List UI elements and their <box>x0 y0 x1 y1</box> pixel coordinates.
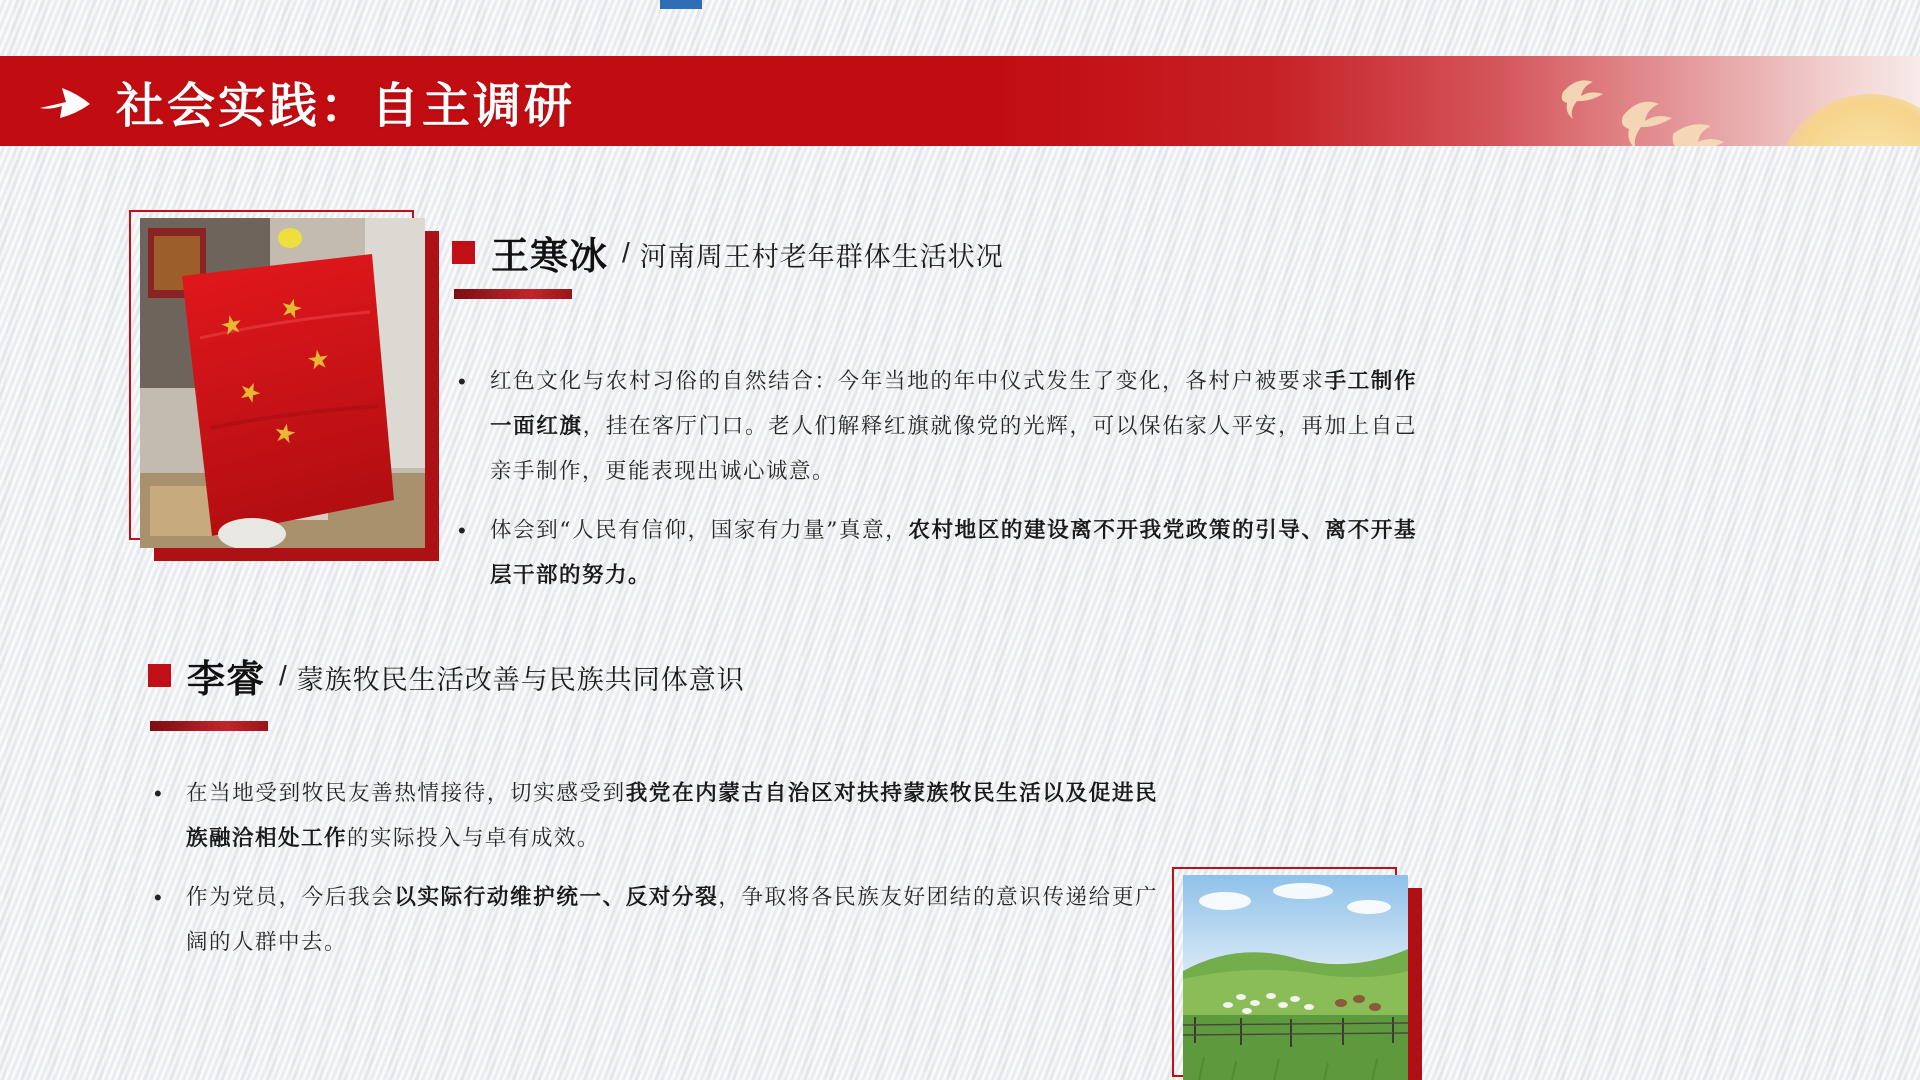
bullet-dot-icon: • <box>458 369 466 394</box>
section-heading <box>452 225 1427 280</box>
section-wanghanbing <box>452 225 1427 612</box>
svg-text:★: ★ <box>270 417 299 451</box>
person-name: 李睿 <box>187 659 266 701</box>
grassland-photo-frame <box>1183 875 1408 1080</box>
bullet-dot-icon: • <box>154 781 162 806</box>
red-square-bullet-icon <box>452 241 475 264</box>
research-topic: 河南周王村老年群体生活状况 <box>639 242 1004 272</box>
red-square-bullet-icon <box>148 664 171 687</box>
bullet-item <box>148 771 1158 861</box>
flag-photo <box>140 218 425 548</box>
bullet-dot-icon: • <box>458 518 466 543</box>
separator: / <box>279 659 287 691</box>
title-banner <box>0 56 1920 146</box>
page-title: 社会实践：自主调研 <box>116 80 576 133</box>
bullet-item <box>452 508 1417 598</box>
bullet-item <box>452 359 1417 494</box>
sun-icon <box>1775 94 1920 146</box>
top-accent-bar <box>660 0 702 9</box>
svg-text:★: ★ <box>276 291 307 327</box>
arrow-right-icon <box>36 72 94 130</box>
section-lirui <box>148 648 1193 979</box>
section-heading <box>148 648 1193 703</box>
bullet-text: 体会到“人民有信仰，国家有力量”真意，农村地区的建设离不开我党政策的引导、离不开基层干部的努力。 <box>490 518 1417 588</box>
separator: / <box>622 236 630 268</box>
bullet-text: 红色文化与农村习俗的自然结合：今年当地的年中仪式发生了变化，各村户被要求手工制作一面红旗，挂在客厅门口。老人们解释红旗就像党的光辉，可以保佑家人平安，再加上自己亲手制作，更能表现出诚心诚意。 <box>490 369 1417 484</box>
red-flag-photo <box>140 218 425 548</box>
research-topic: 蒙族牧民生活改善与民族共同体意识 <box>296 665 745 695</box>
svg-text:★: ★ <box>217 308 247 343</box>
dove-icon <box>1545 64 1755 146</box>
bullet-list <box>148 771 1158 965</box>
bullet-item <box>148 875 1158 965</box>
grassland-photo <box>1183 875 1408 1080</box>
svg-text:★: ★ <box>304 343 333 377</box>
name-underline <box>150 721 268 731</box>
bullet-dot-icon: • <box>154 885 162 910</box>
bullet-text: 作为党员，今后我会以实际行动维护统一、反对分裂，争取将各民族友好团结的意识传递给更广阔的人群中去。 <box>186 885 1158 955</box>
svg-text:★: ★ <box>233 374 267 412</box>
bullet-text: 在当地受到牧民友善热情接待，切实感受到我党在内蒙古自治区对扶持蒙族牧民生活以及促进民族融洽相处工作的实际投入与卓有成效。 <box>186 781 1158 851</box>
bullet-list <box>452 359 1417 598</box>
person-name: 王寒冰 <box>491 236 609 278</box>
name-underline <box>454 289 572 299</box>
